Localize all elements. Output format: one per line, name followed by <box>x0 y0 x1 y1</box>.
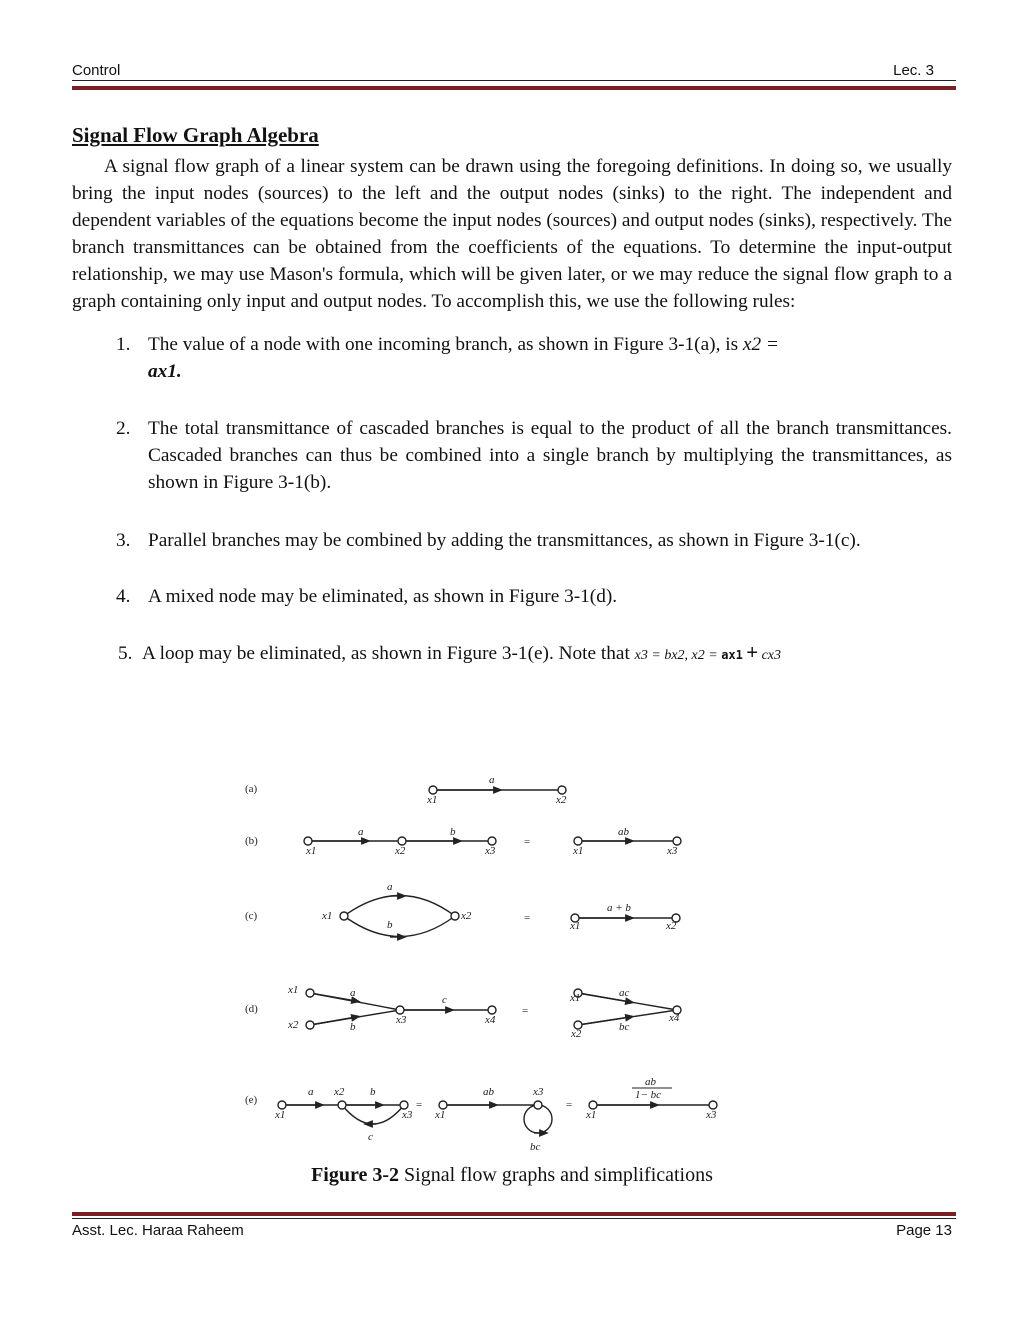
node-label: x1 <box>427 794 438 806</box>
node-label: x1 <box>570 920 581 932</box>
gain-label: a <box>308 1086 314 1098</box>
rule-note: x3 = bx2, x2 = ax1 + cx3 <box>634 642 782 664</box>
equals-sign: = <box>522 1005 529 1017</box>
node-label: x2 <box>288 1019 299 1031</box>
node-label: x1 <box>306 845 317 857</box>
header-rule-thick <box>72 86 956 90</box>
equals-sign: = <box>566 1099 573 1111</box>
node-label: x3 <box>402 1109 413 1121</box>
node-label: x3 <box>485 845 496 857</box>
rule-equation: x2 = <box>742 334 779 355</box>
rule-text: Parallel branches may be combined by adding the transmittances, as shown in Figure 3-1(c). <box>148 530 861 551</box>
gain-label: bc <box>530 1141 541 1153</box>
equals-sign: = <box>524 836 531 848</box>
rule-item <box>72 331 952 385</box>
caption-text: Signal flow graphs and simplifications <box>399 1164 713 1186</box>
gain-label: ab <box>483 1086 494 1098</box>
rule-number: 4. <box>116 586 131 607</box>
rule-text: A loop may be eliminated, as shown in Figure 3-1(e). Note that <box>142 643 635 664</box>
node-label: x1 <box>586 1109 597 1121</box>
rule-equation-cont: ax1. <box>148 361 182 382</box>
row-label-c: (c) <box>245 910 258 922</box>
gain-label: b <box>370 1086 376 1098</box>
gain-label: b <box>387 919 393 931</box>
gain-label: c <box>368 1131 373 1143</box>
gain-label: b <box>450 826 456 838</box>
header-rule-thin <box>72 80 956 81</box>
node-label: x1 <box>435 1109 446 1121</box>
section-title: Signal Flow Graph Algebra <box>72 123 319 147</box>
rule-number: 5. <box>118 643 133 664</box>
node-label: x4 <box>485 1014 496 1026</box>
node-label: x3 <box>396 1014 407 1026</box>
rule-item <box>72 527 952 554</box>
equals-sign: = <box>524 912 531 924</box>
header-right: Lec. 3 <box>893 62 934 79</box>
node-label: x3 <box>667 845 678 857</box>
node-label: x2 <box>334 1086 345 1098</box>
gain-label: a <box>387 881 393 893</box>
gain-label: bc <box>619 1021 630 1033</box>
figure-caption <box>0 1164 1024 1187</box>
node-label: x2 <box>395 845 406 857</box>
row-label-d: (d) <box>245 1003 258 1015</box>
row-label-e: (e) <box>245 1094 258 1106</box>
page-number: Page 13 <box>896 1222 952 1239</box>
gain-label: ac <box>619 987 630 999</box>
node-label: x1 <box>573 845 584 857</box>
gain-label: a <box>489 774 495 786</box>
footer-rule-thick <box>72 1212 956 1216</box>
gain-fraction-numerator: ab <box>645 1076 656 1088</box>
rule-number: 1. <box>116 334 131 355</box>
footer-rule-thin <box>72 1218 956 1219</box>
node-label: x4 <box>669 1012 680 1024</box>
signal-flow-figure <box>230 765 750 1153</box>
intro-paragraph: A signal flow graph of a linear system can be drawn using the foregoing definitions. In doing so, we usually bring the input nodes (sources) to the left and the output nodes (sinks) to the right. The independent and dependent variables of the equations become the input nodes (sources) and output nodes (sinks), respectively. The branch transmittances can be obtained from the coefficients of the equations. To determine the input-output relationship, we may use Mason's formula, which will be given later, or we may reduce the signal flow graph to a graph containing only input and output nodes. To accomplish this, we use the following rules: <box>72 156 952 312</box>
rule-text: A mixed node may be eliminated, as shown in Figure 3-1(d). <box>148 586 618 607</box>
node-label: x3 <box>533 1086 544 1098</box>
rule-text: The total transmittance of cascaded branches is equal to the product of all the branch transmittances. Cascaded branches can thus be combined into a single branch by multiplying the transmittances, as shown in Figure 3-1(b). <box>148 418 952 493</box>
gain-label: c <box>442 994 447 1006</box>
header-left: Control <box>72 62 121 79</box>
gain-label: a + b <box>607 902 631 914</box>
node-label: x3 <box>706 1109 717 1121</box>
node-label: x2 <box>556 794 567 806</box>
gain-label: b <box>350 1021 356 1033</box>
node-label: x2 <box>666 920 677 932</box>
gain-label: ab <box>618 826 629 838</box>
node-label: x1 <box>570 992 581 1004</box>
gain-fraction-denominator: 1− bc <box>635 1089 662 1101</box>
rule-number: 2. <box>116 418 131 439</box>
rule-number: 3. <box>116 530 131 551</box>
rules-list <box>72 331 952 669</box>
node-label: x1 <box>288 984 299 996</box>
node-label: x2 <box>571 1028 582 1040</box>
node-label: x1 <box>322 910 333 922</box>
row-label-a: (a) <box>245 783 258 795</box>
rule-item <box>72 583 952 610</box>
rule-item <box>72 415 952 496</box>
page-header <box>72 60 954 80</box>
rule-text: The value of a node with one incoming branch, as shown in Figure 3-1(a), is <box>148 334 743 355</box>
equals-sign: = <box>416 1099 423 1111</box>
gain-label: a <box>358 826 364 838</box>
node-label: x2 <box>461 910 472 922</box>
caption-label: Figure 3-2 <box>311 1164 400 1186</box>
footer-author: Asst. Lec. Haraa Raheem <box>72 1222 244 1239</box>
main-content <box>72 122 952 699</box>
row-label-b: (b) <box>245 835 258 847</box>
rule-item <box>72 640 952 669</box>
node-label: x1 <box>275 1109 286 1121</box>
gain-label: a <box>350 987 356 999</box>
